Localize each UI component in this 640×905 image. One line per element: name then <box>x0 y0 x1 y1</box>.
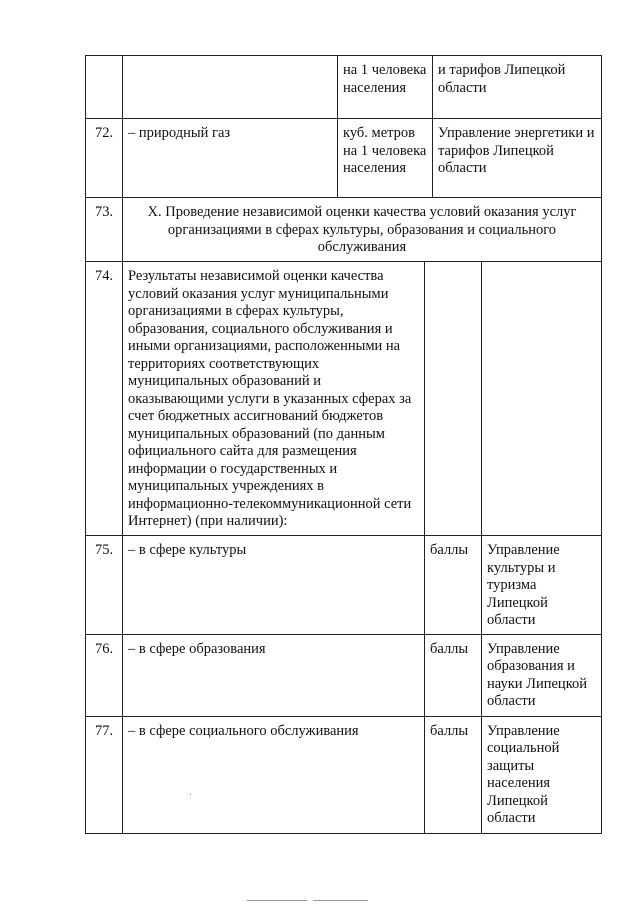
row-number: 76. <box>86 634 123 716</box>
row-responsible <box>482 262 602 536</box>
row-number: 73. <box>86 198 123 262</box>
row-name: – природный газ <box>123 119 338 198</box>
table-top <box>85 55 602 262</box>
row-name <box>123 56 338 119</box>
table-row <box>86 119 602 198</box>
table-row <box>86 56 602 119</box>
row-unit <box>425 262 482 536</box>
row-unit: куб. метров на 1 человека населения <box>338 119 433 198</box>
table-bottom <box>85 261 602 834</box>
row-number <box>86 56 123 119</box>
row-number: 72. <box>86 119 123 198</box>
row-number: 75. <box>86 536 123 635</box>
table-row <box>86 262 602 536</box>
row-number: 77. <box>86 716 123 833</box>
table-row <box>86 536 602 635</box>
row-unit: на 1 человека населения <box>338 56 433 119</box>
row-name: – в сфере социального обслуживания <box>123 716 425 833</box>
section-row <box>86 198 602 262</box>
row-name: Результаты независимой оценки качества условий оказания услуг муниципальными организациями в сферах культуры, образования, социального обслуживания и иными организациями, расположенными на территориях соответствующих муниципальных образований и оказывающими услуги в указанных сферах за счет бюджетных ассигнований бюджетов муниципальных образований (по данным официального сайта для размещения информации о государственных и муниципальных учреждениях в информационно-телекоммуникационной сети Интернет) (при наличии): <box>123 262 425 536</box>
scan-edge-line <box>313 900 368 901</box>
section-title: X. Проведение независимой оценки качества условий оказания услуг организациями в сферах культуры, образования и социального обслуживания <box>123 198 602 262</box>
table-row <box>86 716 602 833</box>
row-responsible: Управление образования и науки Липецкой области <box>482 634 602 716</box>
scan-edge-line <box>247 900 307 901</box>
scan-speck <box>190 794 191 795</box>
row-unit: баллы <box>425 536 482 635</box>
row-name: – в сфере культуры <box>123 536 425 635</box>
row-responsible: Управление энергетики и тарифов Липецкой области <box>433 119 602 198</box>
row-number: 74. <box>86 262 123 536</box>
table-row <box>86 634 602 716</box>
row-responsible: Управление культуры и туризма Липецкой области <box>482 536 602 635</box>
row-responsible: и тарифов Липецкой области <box>433 56 602 119</box>
row-unit: баллы <box>425 634 482 716</box>
row-unit: баллы <box>425 716 482 833</box>
row-responsible: Управление социальной защиты населения Липецкой области <box>482 716 602 833</box>
row-name: – в сфере образования <box>123 634 425 716</box>
